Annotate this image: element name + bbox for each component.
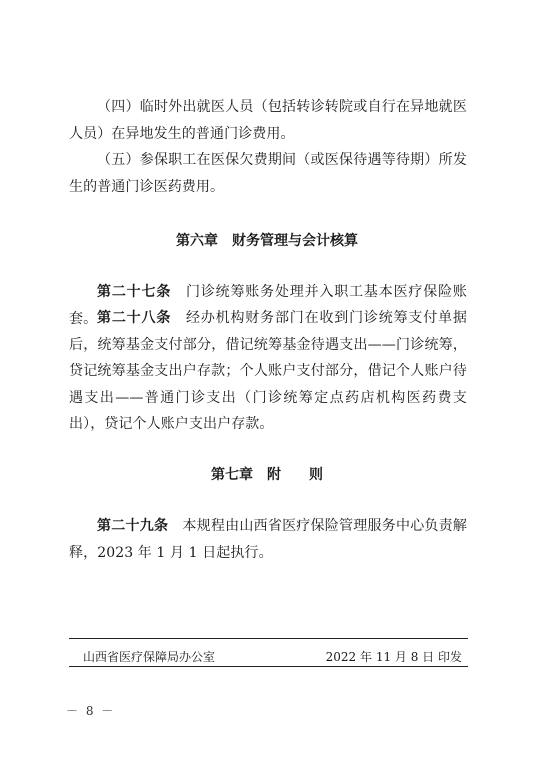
article-28-text: 经办机构财务部门在收到门诊统筹支付单据后，统筹基金支付部分，借记统筹基金待遇支出——门诊统筹，贷记统筹基金支出户存款；个人账户支付部分，借记个人账户待遇支出——普通门诊支出（门诊统筹定点药店机构医药费支出），贷记个人账户支出户存款。 — [69, 310, 468, 432]
article-28 — [69, 305, 467, 438]
footer-issuer: 山西省医疗保障局办公室 — [83, 650, 216, 664]
chapter-7-heading: 第七章 附 则 — [211, 467, 323, 483]
page-number: － 8 － — [66, 704, 116, 718]
footer-bottom-rule — [69, 666, 468, 667]
chapter-6-heading: 第六章 财务管理与会计核算 — [176, 233, 358, 249]
paragraph-item-5: （五）参保职工在医保欠费期间（或医保待遇等待期）所发生的普通门诊医药费用。 — [69, 152, 467, 195]
footer-top-rule — [69, 638, 468, 639]
paragraph-item-4: （四）临时外出就医人员（包括转诊转院或自行在异地就医人员）在异地发生的普通门诊费用。 — [69, 99, 467, 142]
article-29 — [69, 513, 467, 566]
article-29-label: 第二十九条 — [97, 518, 169, 534]
article-27-label: 第二十七条 — [97, 284, 172, 300]
article-28-label: 第二十八条 — [97, 310, 172, 326]
article-29-text: 本规程由山西省医疗保险管理服务中心负责解释，2023 年 1 月 1 日起执行。 — [69, 518, 467, 561]
footer-date: 2022 年 11 月 8 日 印发 — [325, 650, 462, 664]
article-27-text: 门诊统筹账务处理并入职工基本医疗保险账套。 — [69, 284, 468, 327]
